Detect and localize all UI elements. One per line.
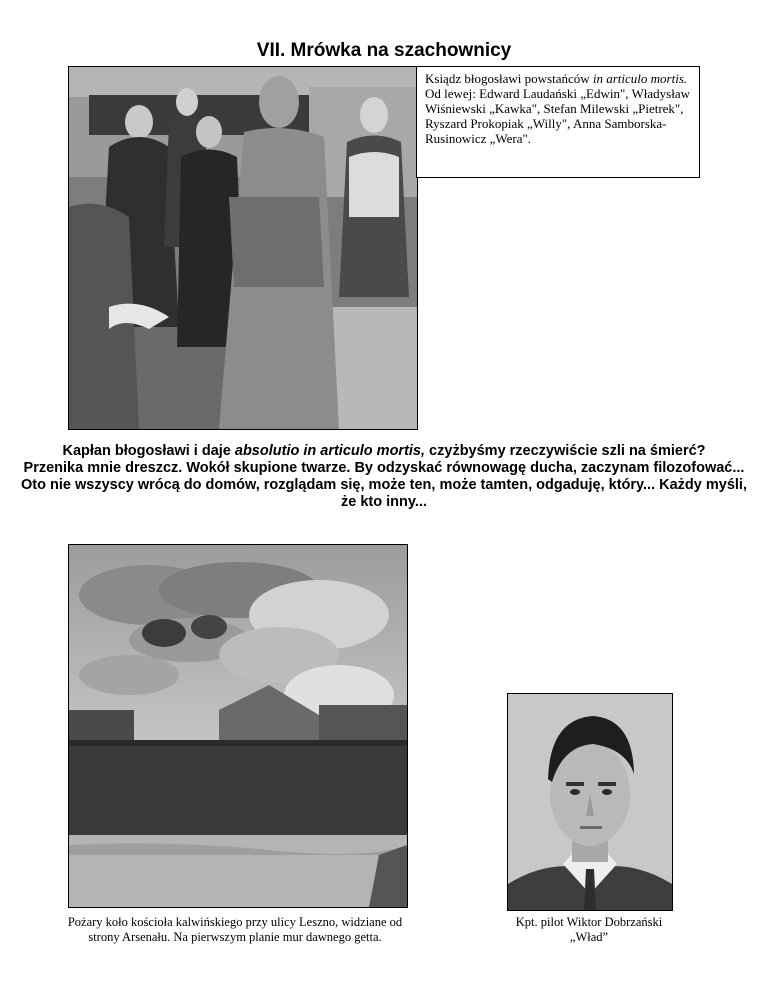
- caption-text-plain: Ksiądz błogosławi powstańców: [425, 71, 593, 86]
- blessing-photo-image: [69, 67, 417, 429]
- p1-before: Kapłan błogosławi i daje: [62, 443, 235, 459]
- caption-fires: Pożary koło kościoła kalwińskiego przy ulicy Leszno, widziane od strony Arsenału. Na pierwszym planie mur dawnego getta.: [67, 915, 403, 944]
- caption-portrait-name: Kpt. pilot Wiktor Dobrzański: [515, 915, 663, 929]
- portrait-photo-image: [508, 694, 672, 910]
- p1-italic: absolutio in articulo mortis,: [234, 443, 426, 459]
- photo-fires-leszno: [68, 544, 408, 908]
- p1-after: czyżbyśmy rzeczywiście szli na śmierć?: [425, 443, 706, 459]
- caption-portrait: [470, 915, 708, 945]
- photo-caption-box: [416, 66, 700, 178]
- caption-portrait-pseudonym: „Wład”: [569, 930, 609, 944]
- caption-text-rest: Od lewej: Edward Laudański „Edwin", Władysław Wiśniewski „Kawka", Stefan Milewski „Pietrek", Ryszard Prokopiak „Willy", Anna Samborska-Rusinowicz „Wera".: [425, 86, 690, 146]
- caption-text-italic: in articulo mortis.: [592, 71, 688, 86]
- fires-photo-image: [69, 545, 407, 907]
- body-paragraph-2: Przenika mnie dreszcz. Wokół skupione twarze. By odzyskać równowagę ducha, zaczynam filozofować... Oto nie wszyscy wrócą do domów, rozglądam się, może ten, może tamten, odgaduję, który... Każdy myśli, że kto inny...: [21, 460, 747, 510]
- body-paragraph-1: [20, 443, 748, 460]
- body-text: [20, 443, 748, 511]
- photo-priest-blessing: [68, 66, 418, 430]
- photo-portrait-dobrzanski: [507, 693, 673, 911]
- page-title: VII. Mrówka na szachownicy: [256, 40, 512, 61]
